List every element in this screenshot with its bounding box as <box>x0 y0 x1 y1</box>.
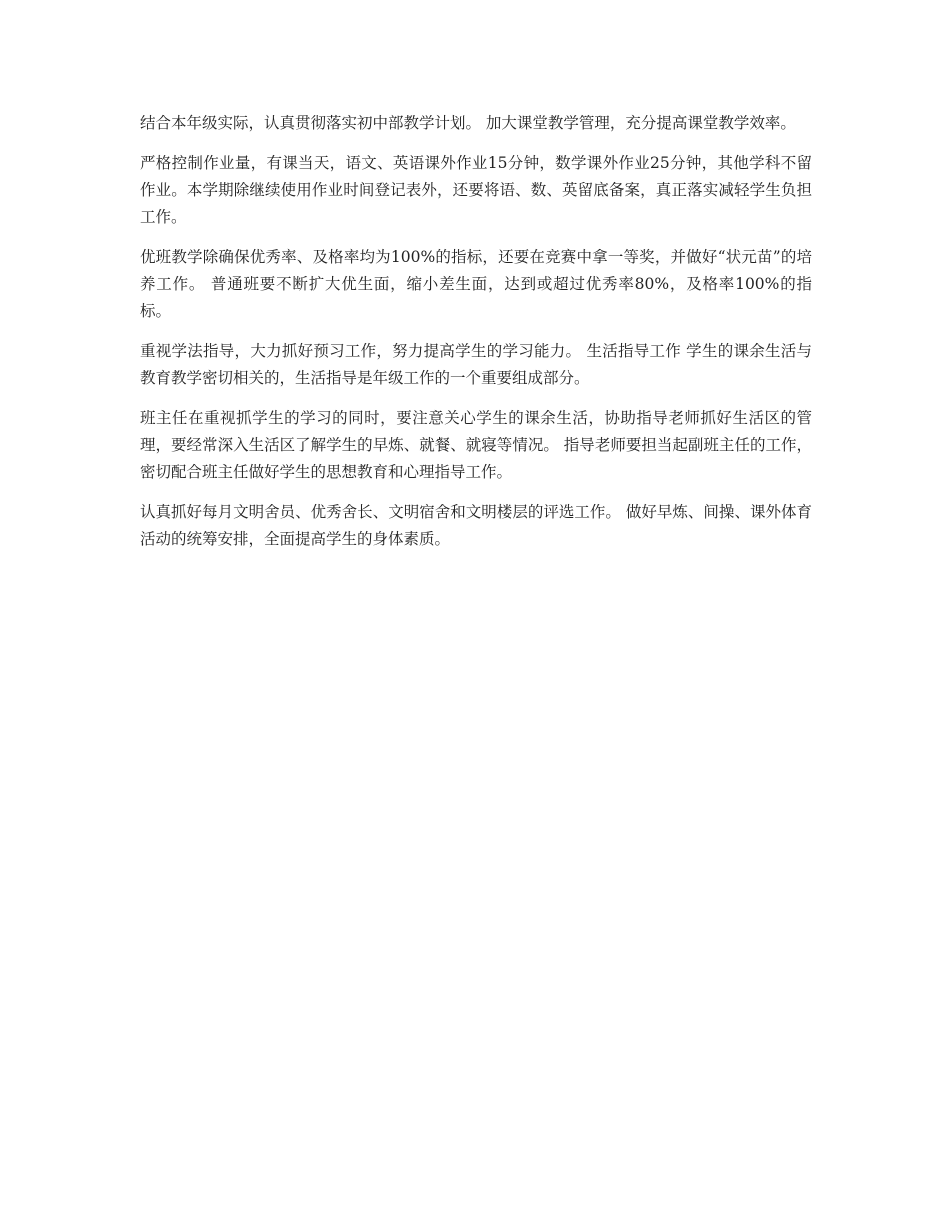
paragraph-class-targets: 优班教学除确保优秀率、及格率均为100%的指标，还要在竞赛中拿一等奖，并做好“状元苗”的培养工作。 普通班要不断扩大优生面，缩小差生面，达到或超过优秀率80%，及格率100%的指标。 <box>140 248 812 320</box>
document-body <box>140 110 812 566</box>
paragraph-homework-control: 严格控制作业量，有课当天，语文、英语课外作业15分钟，数学课外作业25分钟，其他学科不留作业。本学期除继续使用作业时间登记表外，还要将语、数、英留底备案，真正落实减轻学生负担工作。 <box>140 154 812 226</box>
paragraph-study-guidance: 重视学法指导，大力抓好预习工作，努力提高学生的学习能力。 生活指导工作 学生的课余生活与教育教学密切相关的，生活指导是年级工作的一个重要组成部分。 <box>140 342 812 387</box>
paragraph-dorm-evaluation: 认真抓好每月文明舍员、优秀舍长、文明宿舍和文明楼层的评选工作。 做好早炼、间操、课外体育活动的统筹安排，全面提高学生的身体素质。 <box>140 503 812 548</box>
paragraph-teaching-plan: 结合本年级实际，认真贯彻落实初中部教学计划。 加大课堂教学管理，充分提高课堂教学效率。 <box>140 114 796 132</box>
paragraph-head-teacher: 班主任在重视抓学生的学习的同时，要注意关心学生的课余生活，协助指导老师抓好生活区的管理，要经常深入生活区了解学生的早炼、就餐、就寝等情况。 指导老师要担当起副班主任的工作，密切配合班主任做好学生的思想教育和心理指导工作。 <box>140 409 812 481</box>
